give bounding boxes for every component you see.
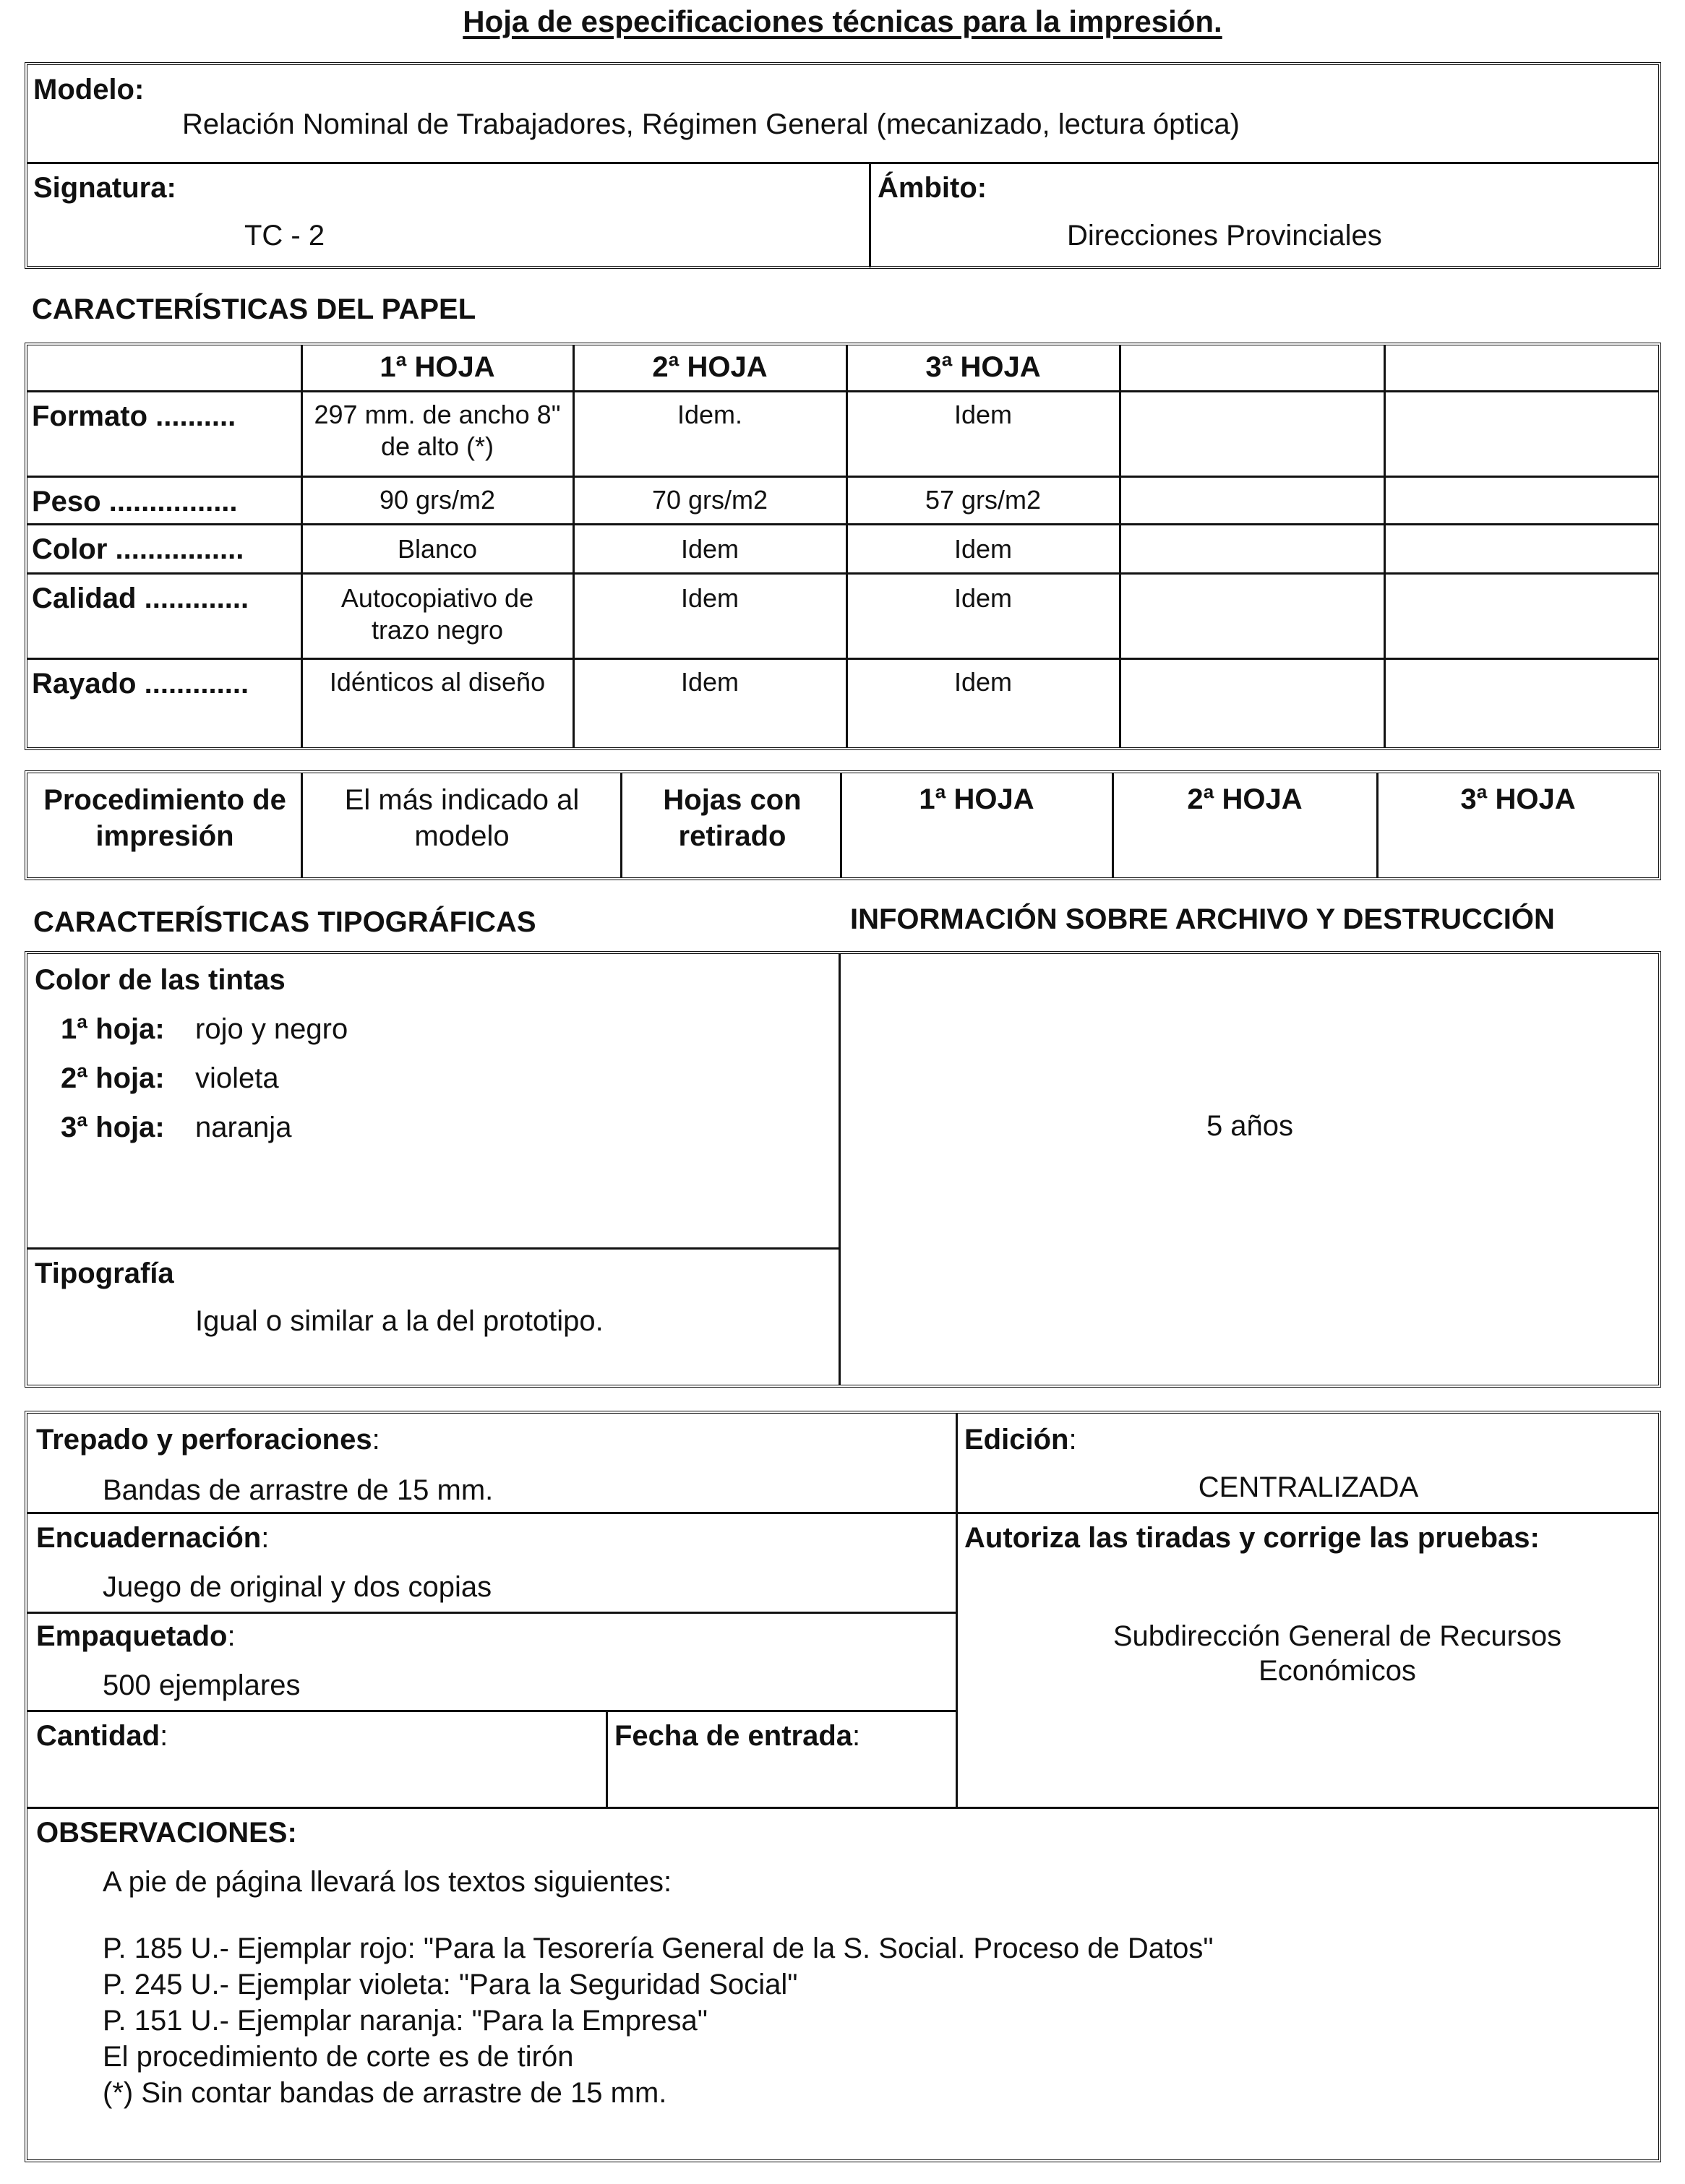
row-peso-label: Peso ................ xyxy=(32,486,238,517)
encuadernacion-field: Encuadernación: xyxy=(36,1522,270,1554)
sheets-retirado-label: Hojas con retirado xyxy=(663,784,802,852)
typo-heading: CARACTERÍSTICAS TIPOGRÁFICAS xyxy=(33,906,536,938)
typography-value: Igual o similar a la del prototipo. xyxy=(195,1305,604,1337)
page-title: Hoja de especificaciones técnicas para la impresión. xyxy=(463,4,1222,38)
row-formato-label: Formato .......... xyxy=(32,400,236,432)
edicion-value: CENTRALIZADA xyxy=(1198,1471,1419,1503)
observaciones-line-4: El procedimiento de corte es de tirón xyxy=(103,2041,574,2073)
procedure-hoja2: 2ª HOJA xyxy=(1187,783,1303,815)
paper-header-3: 3ª HOJA xyxy=(925,351,1041,383)
formato-hoja2: Idem. xyxy=(677,400,743,429)
observaciones-line-5: (*) Sin contar bandas de arrastre de 15 mm. xyxy=(103,2077,667,2109)
autoriza-label: Autoriza las tiradas y corrige las pruebas: xyxy=(964,1522,1540,1554)
encuadernacion-value: Juego de original y dos copias xyxy=(103,1571,492,1603)
edicion-field: Edición: xyxy=(964,1424,1077,1456)
calidad-hoja2: Idem xyxy=(680,583,739,613)
ink-sheet-1: 1ª hoja: xyxy=(61,1013,165,1045)
modelo-value: Relación Nominal de Trabajadores, Régimen General (mecanizado, lectura óptica) xyxy=(182,108,1240,140)
modelo-label: Modelo: xyxy=(33,74,145,106)
procedure-value: El más indicado al modelo xyxy=(344,784,580,852)
formato-hoja1: 297 mm. de ancho 8" de alto (*) xyxy=(314,400,561,461)
rayado-hoja2: Idem xyxy=(680,667,739,697)
typography-label: Tipografía xyxy=(35,1257,174,1289)
color-hoja3: Idem xyxy=(953,534,1013,564)
ink-color-1: rojo y negro xyxy=(195,1013,348,1045)
signatura-label: Signatura: xyxy=(33,172,176,204)
trepado-field: Trepado y perforaciones: xyxy=(36,1424,380,1456)
observaciones-intro: A pie de página llevará los textos siguientes: xyxy=(103,1866,672,1898)
cantidad-field: Cantidad: xyxy=(36,1720,168,1752)
observaciones-line-1: P. 185 U.- Ejemplar rojo: "Para la Tesorería General de la S. Social. Proceso de Datos" xyxy=(103,1933,1214,1964)
row-rayado-label: Rayado ............. xyxy=(32,668,249,700)
procedure-label: Procedimiento de impresión xyxy=(43,784,286,852)
fecha-entrada-field: Fecha de entrada: xyxy=(614,1720,861,1752)
ambito-label: Ámbito: xyxy=(878,172,987,204)
calidad-hoja1: Autocopiativo de trazo negro xyxy=(340,583,534,645)
peso-hoja1: 90 grs/m2 xyxy=(379,485,496,515)
ink-sheet-3: 3ª hoja: xyxy=(61,1112,165,1143)
formato-hoja3: Idem xyxy=(953,400,1013,429)
archive-value: 5 años xyxy=(1206,1110,1294,1142)
procedure-hoja3: 3ª HOJA xyxy=(1460,783,1576,815)
rayado-hoja1: Idénticos al diseño xyxy=(329,667,546,697)
signatura-value: TC - 2 xyxy=(244,220,325,251)
calidad-hoja3: Idem xyxy=(953,583,1013,613)
paper-heading: CARACTERÍSTICAS DEL PAPEL xyxy=(32,293,476,325)
row-calidad-label: Calidad ............. xyxy=(32,582,249,614)
ink-sheet-2: 2ª hoja: xyxy=(61,1062,165,1094)
archive-heading: INFORMACIÓN SOBRE ARCHIVO Y DESTRUCCIÓN xyxy=(850,903,1555,935)
empaquetado-field: Empaquetado: xyxy=(36,1620,236,1652)
observaciones-line-3: P. 151 U.- Ejemplar naranja: "Para la Empresa" xyxy=(103,2005,708,2037)
ambito-value: Direcciones Provinciales xyxy=(1067,220,1382,251)
empaquetado-value: 500 ejemplares xyxy=(103,1669,301,1701)
procedure-hoja1: 1ª HOJA xyxy=(919,783,1034,815)
ink-color-3: naranja xyxy=(195,1112,292,1143)
observaciones-line-2: P. 245 U.- Ejemplar violeta: "Para la Seguridad Social" xyxy=(103,1969,798,2000)
color-hoja2: Idem xyxy=(680,534,739,564)
color-hoja1: Blanco xyxy=(397,534,478,564)
paper-header-2: 2ª HOJA xyxy=(652,351,768,383)
row-color-label: Color ................ xyxy=(32,533,244,565)
rayado-hoja3: Idem xyxy=(953,667,1013,697)
peso-hoja3: 57 grs/m2 xyxy=(925,485,1042,515)
peso-hoja2: 70 grs/m2 xyxy=(651,485,768,515)
inks-label: Color de las tintas xyxy=(35,964,286,996)
observaciones-label: OBSERVACIONES: xyxy=(36,1817,297,1849)
autoriza-value: Subdirección General de Recursos Económicos xyxy=(1112,1620,1562,1687)
paper-header-1: 1ª HOJA xyxy=(380,351,495,383)
ink-color-2: violeta xyxy=(195,1062,279,1094)
trepado-value: Bandas de arrastre de 15 mm. xyxy=(103,1474,494,1506)
